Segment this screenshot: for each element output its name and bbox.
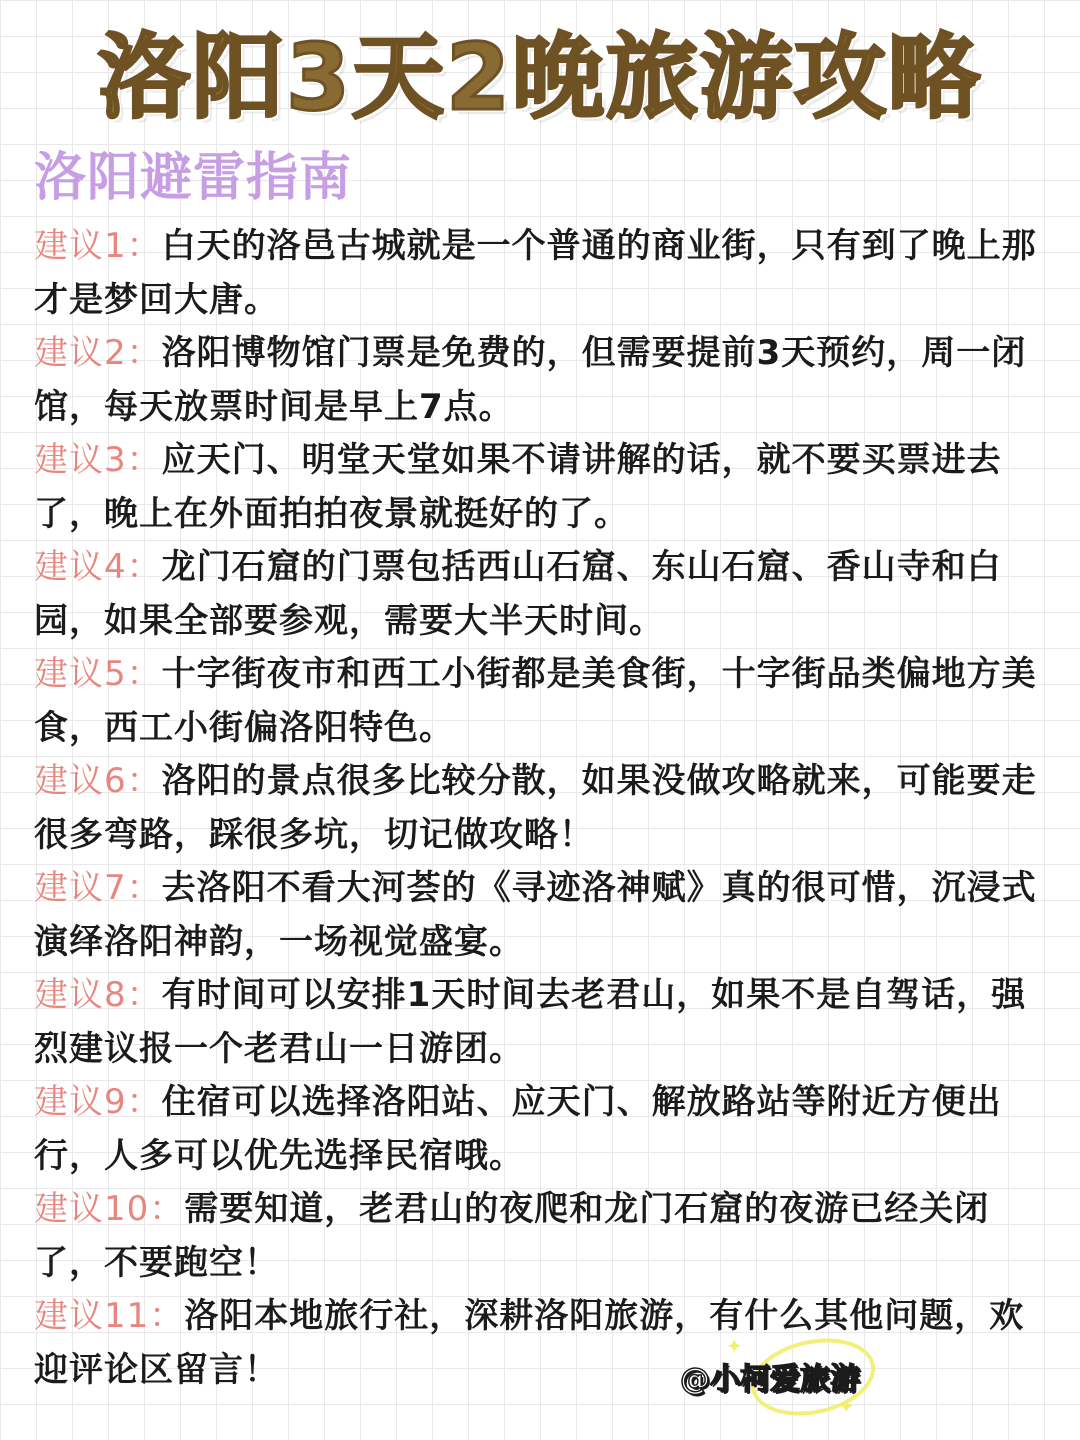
tip-label: 建议1： [34, 226, 162, 266]
tip-label: 建议2： [34, 333, 162, 373]
tip-item [34, 327, 1046, 434]
tips-list [34, 220, 1046, 1397]
tip-label: 建议6： [34, 761, 162, 801]
tip-item [34, 969, 1046, 1076]
tip-text: 洛阳博物馆门票是免费的，但需要提前3天预约，周一闭馆，每天放票时间是早上7点。 [34, 333, 1027, 427]
tip-label: 建议7： [34, 868, 162, 908]
tip-label: 建议10： [34, 1189, 185, 1229]
tip-text: 十字街夜市和西工小街都是美食街，十字街品类偏地方美食，西工小街偏洛阳特色。 [34, 654, 1037, 748]
sparkle-icon: ✦ [838, 1394, 855, 1418]
tip-label: 建议4： [34, 547, 162, 587]
tip-item [34, 541, 1046, 648]
tip-text: 住宿可以选择洛阳站、应天门、解放路站等附近方便出行，人多可以优先选择民宿哦。 [34, 1082, 1002, 1176]
tip-item [34, 648, 1046, 755]
section-subtitle: 洛阳避雷指南 [34, 148, 353, 208]
tip-label: 建议3： [34, 440, 162, 480]
tip-text: 需要知道，老君山的夜爬和龙门石窟的夜游已经关闭了，不要跑空！ [34, 1189, 990, 1283]
tip-text: 去洛阳不看大河荟的《寻迹洛神赋》真的很可惜，沉浸式演绎洛阳神韵，一场视觉盛宴。 [34, 868, 1037, 962]
sparkle-icon: ✦ [726, 1334, 743, 1358]
tip-item [34, 755, 1046, 862]
author-watermark [680, 1336, 900, 1416]
tip-text: 洛阳的景点很多比较分散，如果没做攻略就来，可能要走很多弯路，踩很多坑，切记做攻略！ [34, 761, 1037, 855]
tip-text: 白天的洛邑古城就是一个普通的商业街，只有到了晚上那才是梦回大唐。 [34, 226, 1037, 320]
tip-label: 建议8： [34, 975, 162, 1015]
tip-text: 有时间可以安排1天时间去老君山，如果不是自驾话，强烈建议报一个老君山一日游团。 [34, 975, 1027, 1069]
tip-item [34, 434, 1046, 541]
tip-text: 龙门石窟的门票包括西山石窟、东山石窟、香山寺和白园，如果全部要参观，需要大半天时间。 [34, 547, 1002, 641]
tip-text: 洛阳本地旅行社，深耕洛阳旅游，有什么其他问题，欢迎评论区留言！ [34, 1296, 1025, 1390]
tip-label: 建议9： [34, 1082, 162, 1122]
tip-item [34, 1076, 1046, 1183]
tip-text: 应天门、明堂天堂如果不请讲解的话，就不要买票进去了，晚上在外面拍拍夜景就挺好的了。 [34, 440, 1002, 534]
page-title: 洛阳3天2晚旅游攻略 [97, 24, 983, 131]
tip-label: 建议5： [34, 654, 162, 694]
tip-item [34, 862, 1046, 969]
tip-item [34, 1183, 1046, 1290]
tip-item [34, 220, 1046, 327]
tip-label: 建议11： [34, 1296, 185, 1336]
author-handle: @小柯爱旅游 [680, 1362, 860, 1397]
